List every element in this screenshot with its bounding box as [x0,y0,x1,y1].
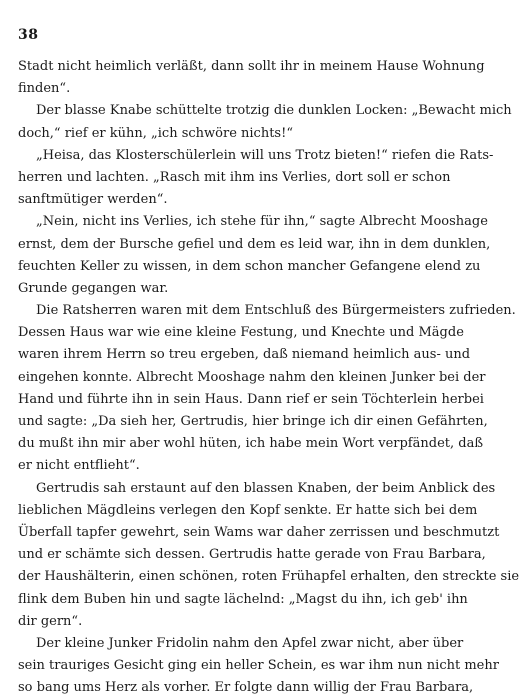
text-line: der Haushälterin, einen schönen, roten Frühapfel erhalten, den streckte sie [18,569,519,585]
text-line: sein trauriges Gesicht ging ein heller Schein, es war ihm nun nicht mehr [18,658,499,674]
text-line: und er schämte sich dessen. Gertrudis hatte gerade von Frau Barbara, [18,547,486,563]
text-line: ernst, dem der Bursche gefiel und dem es leid war, ihn in dem dunklen, [18,236,491,252]
text-line: sanftmütiger werden“. [18,192,168,208]
text-line: Hand und führte ihn in sein Haus. Dann rief er sein Töchterlein herbei [18,391,484,407]
text-line: waren ihrem Herrn so treu ergeben, daß niemand heimlich aus- und [18,347,471,363]
text-line: du mußt ihn mir aber wohl hüten, ich habe mein Wort verpfändet, daß [18,436,484,452]
text-line: Gertrudis sah erstaunt auf den blassen Knaben, der beim Anblick des [36,480,496,496]
text-line: eingehen konnte. Albrecht Mooshage nahm den kleinen Junker bei der [18,369,486,385]
paragraph [18,100,512,144]
text-line: Der kleine Junker Fridolin nahm den Apfel zwar nicht, aber über [36,635,464,651]
page-number: 38 [18,27,39,43]
paragraph [18,211,491,300]
paragraph [18,145,494,212]
text-line: „Nein, nicht ins Verlies, ich stehe für ihn,“ sagte Albrecht Mooshage [36,214,488,230]
text-line: Dessen Haus war wie eine kleine Festung, und Knechte und Mägde [18,325,464,341]
text-line: doch,“ rief er kühn, „ich schwöre nichts!“ [18,125,293,141]
text-line: dir gern“. [18,613,83,629]
text-line: flink dem Buben hin und sagte lächelnd: „Magst du ihn, ich geb' ihn [18,591,468,607]
paragraph [18,300,516,478]
text-line: feuchten Keller zu wissen, in dem schon mancher Gefangene elend zu [18,258,481,274]
text-line: finden“. [18,81,71,97]
text-line: herren und lachten. „Rasch mit ihm ins Verlies, dort soll er schon [18,169,451,185]
paragraph [18,478,519,633]
text-line: „Heisa, das Klosterschülerlein will uns Trotz bieten!“ riefen die Rats- [36,147,494,163]
paragraph [18,633,499,699]
text-line: Grunde gegangen war. [18,280,169,296]
text-line: Der blasse Knabe schüttelte trotzig die dunklen Locken: „Bewacht mich [36,103,512,119]
text-line: Überfall tapfer gewehrt, sein Wams war daher zerrissen und beschmutzt [18,524,500,540]
text-line: Stadt nicht heimlich verläßt, dann sollt ihr in meinem Hause Wohnung [18,59,485,74]
paragraph [18,56,485,100]
text-line: und sagte: „Da sieh her, Gertrudis, hier bringe ich dir einen Gefährten, [18,414,488,429]
text-line: lieblichen Mägdleins verlegen den Kopf senkte. Er hatte sich bei dem [18,502,478,518]
body-text [18,56,519,699]
text-line: so bang ums Herz als vorher. Er folgte dann willig der Frau Barbara, [18,680,474,696]
text-line: er nicht entflieht“. [18,458,140,474]
text-line: Die Ratsherren waren mit dem Entschluß des Bürgermeisters zufrieden. [36,303,516,319]
